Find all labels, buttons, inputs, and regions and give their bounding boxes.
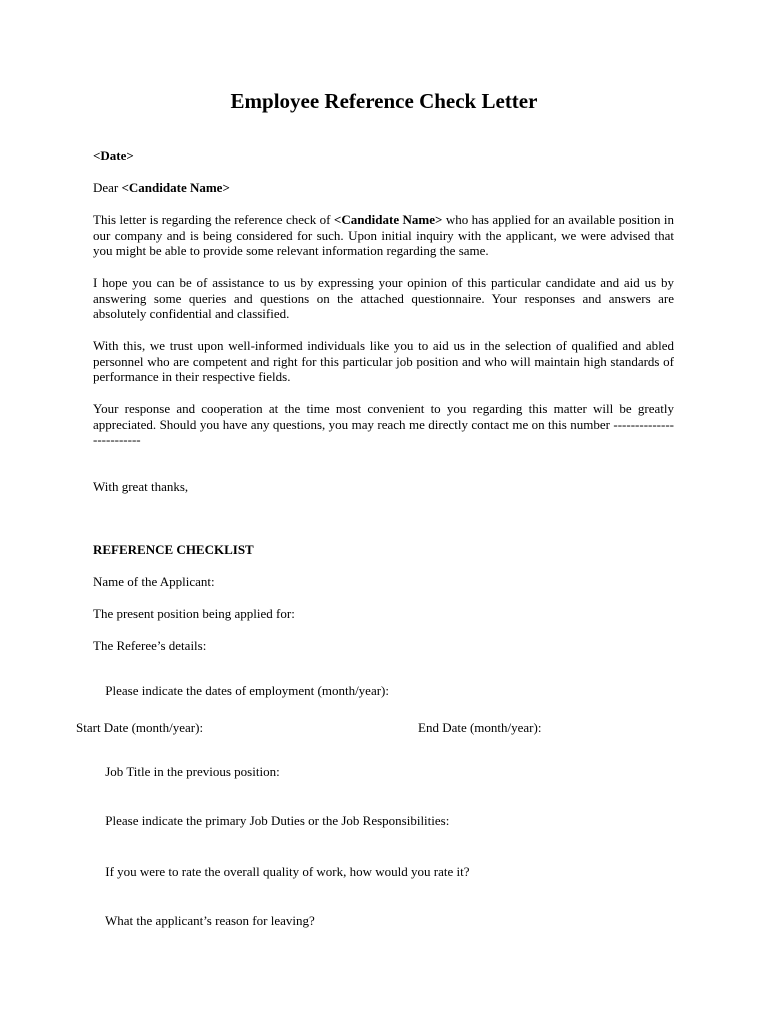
rating-label: If you were to rate the overall quality of work, how would you rate it? [105,864,470,879]
paragraph-response: Your response and cooperation at the time most convenient to you regarding this matter will be greatly appreciated. Should you have any questions, you may reach me directly contact me on this number ------------------------- [93,401,674,448]
candidate-name-inline: <Candidate Name> [333,212,443,227]
checklist-item-rating [93,864,470,880]
paragraph-1-start: This letter is regarding the reference check of [93,212,334,227]
closing-line: With great thanks, [93,479,189,494]
salutation [93,180,230,196]
referee-details-label: The Referee’s details: [93,638,207,653]
paragraph-assistance: I hope you can be of assistance to us by expressing your opinion of this particular candidate and aid us by answering some queries and questions on the attached questionnaire. Your responses and answers are absolutely confidential and classified. [93,275,674,322]
salutation-prefix: Dear [93,180,122,195]
paragraph-1-end: who has applied for an available position in our company and is being considered for such. Upon initial inquiry with the applicant, we were advised that you might be able to provide some relevant information regarding the same. [93,212,674,259]
paragraph-trust: With this, we trust upon well-informed individuals like you to aid us in the selection of qualified and abled personnel who are competent and right for this particular job position and who will maintain high standards of performance in their respective fields. [93,338,674,385]
position-label: The present position being applied for: [93,606,295,621]
checklist-item-duties [93,813,449,829]
duties-label: Please indicate the primary Job Duties or the Job Responsibilities: [105,813,450,828]
paragraph-reference-check [93,212,674,259]
candidate-name-placeholder: <Candidate Name> [121,180,230,195]
date-placeholder: <Date> [93,148,134,163]
checklist-item-reason [93,913,315,929]
end-date-label: End Date (month/year): [418,720,542,735]
applicant-name-label: Name of the Applicant: [93,574,215,589]
checklist-heading: REFERENCE CHECKLIST [93,542,254,557]
start-date-label: Start Date (month/year): [76,720,204,735]
job-title-label: Job Title in the previous position: [105,764,280,779]
dates-label: Please indicate the dates of employment (month/year): [105,683,389,698]
checklist-item-dates [93,683,389,699]
reason-label: What the applicant’s reason for leaving? [105,913,315,928]
checklist-item-job-title [93,764,280,780]
document-title: Employee Reference Check Letter [230,89,538,113]
